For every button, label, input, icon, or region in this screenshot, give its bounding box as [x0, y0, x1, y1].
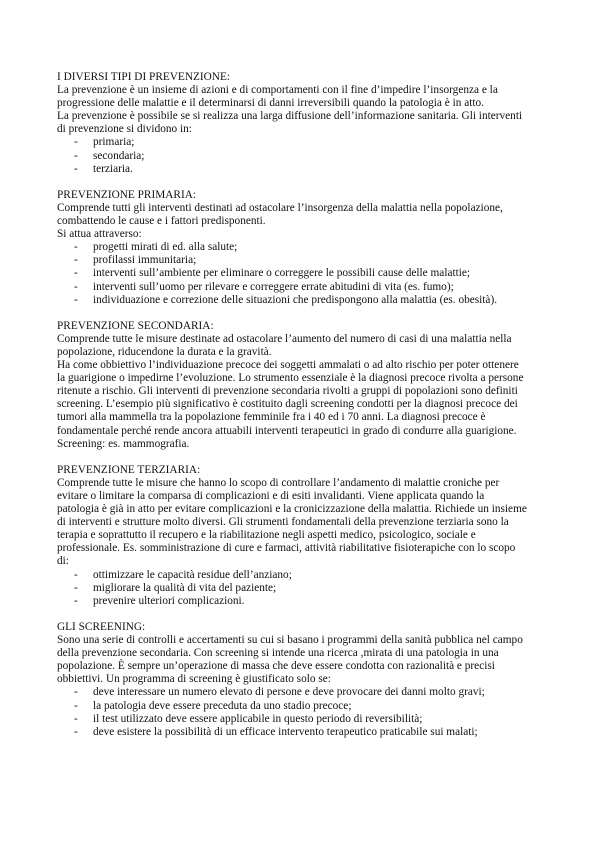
list-item — [57, 595, 527, 608]
list-item-text: secondaria; — [93, 149, 145, 162]
dash-bullet-icon: - — [74, 699, 78, 712]
list-item — [57, 582, 527, 595]
list-item-text: deve esistere la possibilità di un efficace intervento terapeutico praticabile sui malati; — [93, 725, 478, 738]
list-item — [57, 254, 527, 267]
list-item — [57, 686, 527, 699]
paragraph: Ha come obbiettivo l’individuazione precoce dei soggetti ammalati o ad alto rischio per poter ottenere la guarigione o impedirne l’evoluzione. Lo strumento essenziale è la diagnosi precoce rivolta a persone ritenute a rischio. Gli interventi di prevenzione secondaria rivolti a gruppi di popolazioni sono definiti screening. L’esempio più significativo è costituito dagli screening condotti per la diagnosi precoce dei tumori alla mammella tra la popolazione femminile fra i 40 ed i 70 anni. La diagnosi precoce è fondamentale perché rende ancora attuabili interventi terapeutici in grado di condurre alla guarigione. Screening: es. mammografia. — [57, 359, 524, 450]
dash-bullet-icon: - — [74, 725, 78, 738]
list-item — [57, 150, 527, 163]
list-item — [57, 569, 527, 582]
list-item — [57, 241, 527, 254]
list-item-text: ottimizzare le capacità residue dell’anziano; — [93, 568, 292, 581]
paragraph: La prevenzione è un insieme di azioni e di comportamenti con il fine d’impedire l’insorgenza e la progressione delle malattie e il determinarsi di danni irreversibili quando la patologia è in atto. — [57, 84, 498, 110]
section — [57, 621, 527, 739]
list-item-text: progetti mirati di ed. alla salute; — [93, 241, 238, 254]
list-item — [57, 163, 527, 176]
paragraph: Comprende tutte le misure che hanno lo scopo di controllare l’andamento di malattie croniche per evitare o limitare la comparsa di complicazioni e di esiti invalidanti. Viene applicata quando la patologia è già in atto per evitare complicazioni e la cronicizzazione della malattia. Richiede un insieme di interventi e strutture molto diversi. Gli strumenti fondamentali della prevenzione terziaria sono la terapia e soprattutto il recupero e la riabilitazione negli aspetti medico, psicologico, sociale e professionale. Es. somministrazione di cure e farmaci, attività riabilitative fisioterapiche con lo scopo di: — [57, 476, 527, 568]
dash-list — [57, 686, 527, 738]
document-page — [57, 71, 527, 752]
dash-bullet-icon: - — [74, 712, 78, 725]
paragraph: Comprende tutti gli interventi destinati ad ostacolare l’insorgenza della malattia nella popolazione, combattendo le cause e i fattori predisponenti. — [57, 201, 503, 228]
section-heading: PREVENZIONE PRIMARIA: — [57, 188, 197, 201]
list-item-text: il test utilizzato deve essere applicabile in questo periodo di reversibilità; — [93, 712, 423, 725]
dash-bullet-icon: - — [74, 241, 78, 254]
dash-bullet-icon: - — [74, 267, 78, 280]
list-item-text: migliorare la qualità di vita del paziente; — [93, 581, 277, 594]
list-item — [57, 700, 527, 713]
dash-bullet-icon: - — [74, 686, 78, 699]
dash-bullet-icon: - — [74, 254, 78, 267]
paragraph: Si attua attraverso: — [57, 228, 142, 241]
dash-list — [57, 241, 527, 306]
list-item-text: interventi sull’uomo per rilevare e correggere errate abitudini di vita (es. fumo); — [93, 280, 454, 293]
dash-bullet-icon: - — [74, 149, 78, 162]
paragraph: Comprende tutte le misure destinate ad ostacolare l’aumento del numero di casi di una malattia nella popolazione, riducendone la durata e la gravità. — [57, 332, 512, 358]
dash-list — [57, 136, 527, 175]
dash-bullet-icon: - — [74, 162, 78, 175]
list-item-text: la patologia deve essere preceduta da uno stadio precoce; — [93, 699, 352, 712]
dash-bullet-icon: - — [74, 594, 78, 607]
section-heading: PREVENZIONE TERZIARIA: — [57, 463, 201, 476]
list-item-text: interventi sull’ambiente per eliminare o correggere le possibili cause delle malattie; — [93, 267, 471, 280]
section — [57, 189, 527, 307]
dash-bullet-icon: - — [74, 568, 78, 581]
list-item-text: deve interessare un numero elevato di persone e deve provocare dei danni molto gravi; — [93, 686, 485, 699]
list-item — [57, 281, 527, 294]
dash-bullet-icon: - — [74, 581, 78, 594]
list-item-text: profilassi immunitaria; — [93, 254, 197, 267]
list-item-text: primaria; — [93, 136, 135, 149]
dash-bullet-icon: - — [74, 280, 78, 293]
list-item-text: individuazione e correzione delle situazioni che predispongono alla malattia (es. obesità). — [93, 293, 498, 306]
dash-list — [57, 569, 527, 608]
dash-bullet-icon: - — [74, 293, 78, 306]
list-item — [57, 267, 527, 280]
section — [57, 464, 527, 608]
list-item-text: prevenire ulteriori complicazioni. — [93, 594, 245, 607]
paragraph: La prevenzione è possibile se si realizza una larga diffusione dell’informazione sanitaria. Gli interventi di prevenzione si dividono in: — [57, 110, 523, 136]
list-item-text: terziaria. — [93, 162, 133, 175]
list-item — [57, 294, 527, 307]
dash-bullet-icon: - — [74, 136, 78, 149]
section-heading: I DIVERSI TIPI DI PREVENZIONE: — [57, 71, 230, 83]
paragraph: Sono una serie di controlli e accertamenti su cui si basano i programmi della sanità pubblica nel campo della prevenzione secondaria. Con screening si intende una ricerca ,mirata di una patologia in una popolazione. È sempre un’operazione di massa che deve essere condotta con razionalità e precisi obbiettivi. Un programma di screening è giustificato solo se: — [57, 634, 523, 686]
list-item — [57, 136, 527, 149]
section-heading: PREVENZIONE SECONDARIA: — [57, 319, 214, 332]
list-item — [57, 713, 527, 726]
section — [57, 71, 527, 176]
list-item — [57, 726, 527, 739]
section-heading: GLI SCREENING: — [57, 620, 146, 633]
section — [57, 320, 527, 451]
